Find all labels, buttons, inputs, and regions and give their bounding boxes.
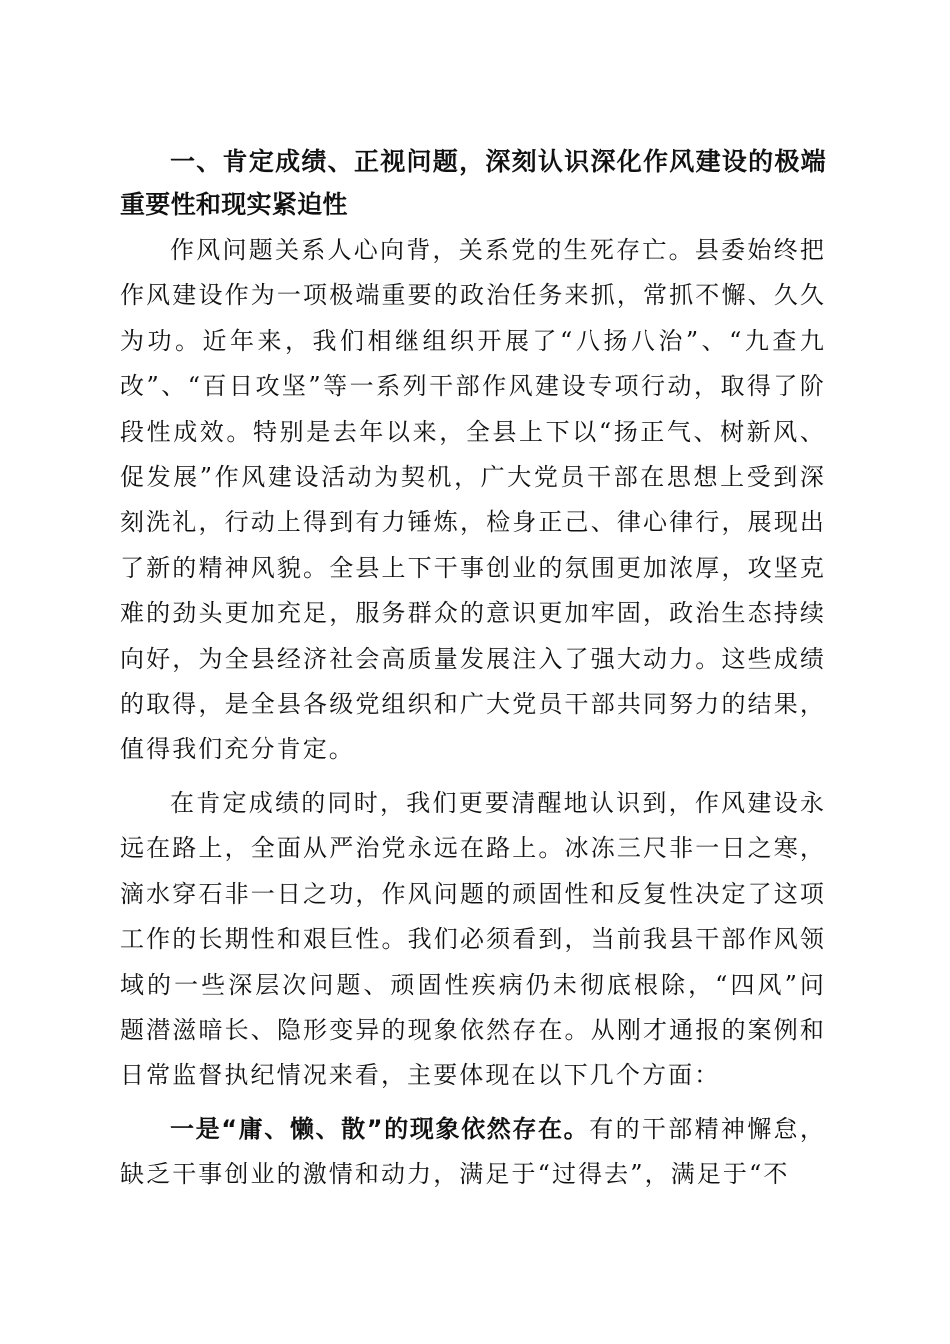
paragraph-point-one [120, 1107, 826, 1198]
point-one-text: 有的干部精神懈怠，缺乏干事创业的激情和动力，满足于“过得去”，满足于“不 [120, 1114, 826, 1189]
paragraph-problems: 在肯定成绩的同时，我们更要清醒地认识到，作风建设永远在路上，全面从严治党永远在路上。冰冻三尺非一日之寒，滴水穿石非一日之功，作风问题的顽固性和反复性决定了这项工作的长期性和艰巨性。我们必须看到，当前我县干部作风领域的一些深层次问题、顽固性疾病仍未彻底根除，“四风”问题潜滋暗长、隐形变异的现象依然存在。从刚才通报的案例和日常监督执纪情况来看，主要体现在以下几个方面： [120, 788, 826, 1090]
point-one-lead: 一是“庸、懒、散”的现象依然存在。 [170, 1114, 590, 1143]
document-body [120, 140, 826, 1198]
paragraph-achievements: 作风问题关系人心向背，关系党的生死存亡。县委始终把作风建设作为一项极端重要的政治任务来抓，常抓不懈、久久为功。近年来，我们相继组织开展了“八扬八治”、“九查九改”、“百日攻坚”等一系列干部作风建设专项行动，取得了阶段性成效。特别是去年以来，全县上下以“扬正气、树新风、促发展”作风建设活动为契机，广大党员干部在思想上受到深刻洗礼，行动上得到有力锤炼，检身正己、律心律行，展现出了新的精神风貌。全县上下干事创业的氛围更加浓厚，攻坚克难的劲头更加充足，服务群众的意识更加牢固，政治生态持续向好，为全县经济社会高质量发展注入了强大动力。这些成绩的取得，是全县各级党组织和广大党员干部共同努力的结果，值得我们充分肯定。 [120, 236, 826, 764]
section-heading: 一、肯定成绩、正视问题，深刻认识深化作风建设的极端重要性和现实紧迫性 [120, 147, 826, 219]
